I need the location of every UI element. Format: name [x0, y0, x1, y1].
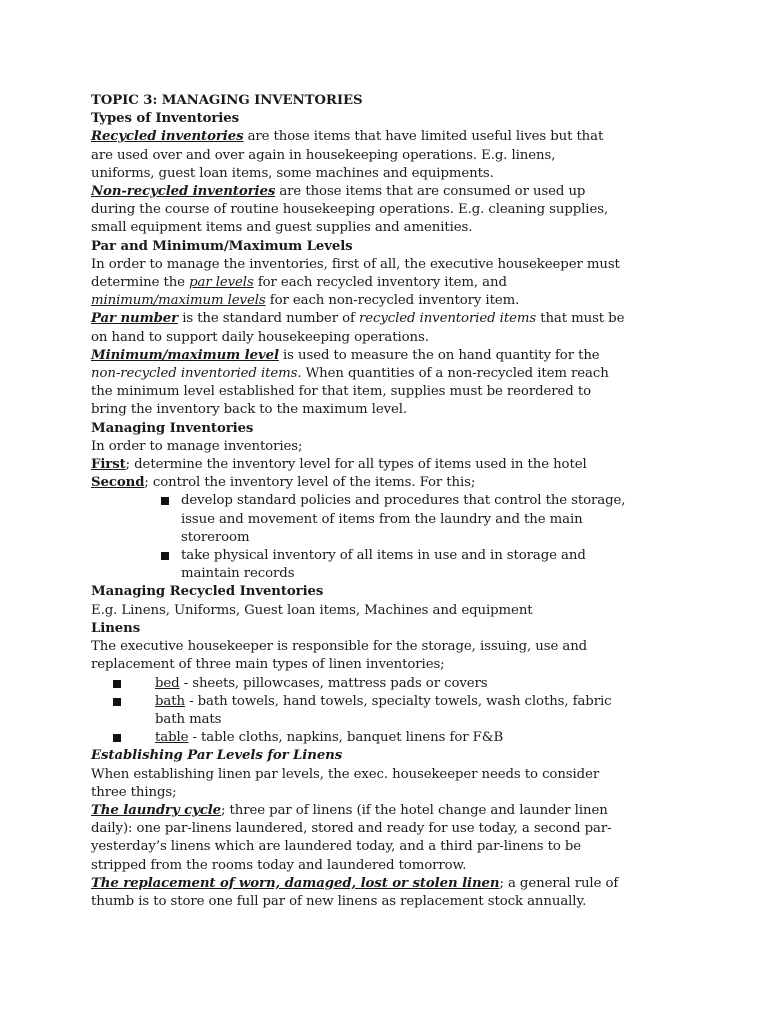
linens-heading: Linens — [91, 620, 141, 636]
recycled-examples: E.g. Linens, Uniforms, Guest loan items, Machines and equipment — [91, 602, 533, 618]
nonrecycled-line-3: small equipment items and guest supplies and amenities. — [91, 220, 473, 236]
laundry-cycle-line-1: The laundry cycle; three par of linens (if the hotel change and launder linen — [91, 802, 608, 818]
minmax-line-3: the minimum level established for that item, supplies must be reordered to — [91, 384, 591, 400]
managing-heading: Managing Inventories — [91, 420, 254, 436]
square-bullet-icon — [113, 680, 121, 688]
square-bullet-icon — [161, 497, 169, 505]
par-number-line-2: on hand to support daily housekeeping operations. — [91, 329, 429, 345]
replacement-line-1: The replacement of worn, damaged, lost or stolen linen; a general rule of — [91, 875, 619, 891]
laundry-cycle-line-4: stripped from the rooms today and laundered tomorrow. — [91, 857, 467, 873]
establish-intro-line-1: When establishing linen par levels, the exec. housekeeper needs to consider — [91, 766, 600, 782]
types-heading: Types of Inventories — [91, 111, 240, 127]
second-line: Second; control the inventory level of the items. For this; — [91, 475, 476, 491]
establish-intro-line-2: three things; — [91, 784, 177, 800]
par-intro-line-3: minimum/maximum levels for each non-recycled inventory item. — [91, 293, 520, 309]
document-page — [91, 92, 691, 911]
par-heading: Par and Minimum/Maximum Levels — [91, 238, 353, 254]
list-item: bath - bath towels, hand towels, specialty towels, wash cloths, fabric bath mats — [91, 693, 691, 729]
minmax-line-4: bring the inventory back to the maximum level. — [91, 402, 408, 418]
managing-intro: In order to manage inventories; — [91, 438, 303, 454]
replacement-line-2: thumb is to store one full par of new linens as replacement stock annually. — [91, 893, 587, 909]
establish-heading: Establishing Par Levels for Linens — [91, 748, 343, 764]
linens-intro-line-2: replacement of three main types of linen inventories; — [91, 657, 445, 673]
par-number-line-1: Par number is the standard number of recycled inventoried items that must be — [91, 311, 625, 327]
list-item: table - table cloths, napkins, banquet linens for F&B — [91, 729, 691, 747]
linens-intro-line-1: The executive housekeeper is responsible for the storage, issuing, use and — [91, 639, 588, 655]
nonrecycled-line-2: during the course of routine housekeeping operations. E.g. cleaning supplies, — [91, 202, 609, 218]
square-bullet-icon — [161, 552, 169, 560]
recycled-heading: Managing Recycled Inventories — [91, 584, 324, 600]
laundry-cycle-line-2: daily): one par-linens laundered, stored and ready for use today, a second par- — [91, 821, 612, 837]
square-bullet-icon — [113, 734, 121, 742]
list-item: take physical inventory of all items in use and in storage and maintain records — [91, 547, 691, 583]
first-line: First; determine the inventory level for all types of items used in the hotel — [91, 457, 587, 473]
minmax-line-2: non-recycled inventoried items. When quantities of a non-recycled item reach — [91, 366, 609, 382]
recycled-line-2: are used over and over again in housekeeping operations. E.g. linens, — [91, 147, 556, 163]
par-intro-line-1: In order to manage the inventories, first of all, the executive housekeeper must — [91, 256, 620, 272]
topic-title: TOPIC 3: MANAGING INVENTORIES — [91, 93, 363, 108]
list-item: develop standard policies and procedures that control the storage, issue and movement of items from the laundry and the main storeroom — [91, 492, 691, 547]
par-intro-line-2: determine the par levels for each recycled inventory item, and — [91, 275, 507, 291]
list-item: bed - sheets, pillowcases, mattress pads or covers — [91, 675, 691, 693]
laundry-cycle-line-3: yesterday’s linens which are laundered today, and a third par-linens to be — [91, 839, 582, 855]
minmax-line-1: Minimum/maximum level is used to measure the on hand quantity for the — [91, 347, 600, 363]
recycled-line-3: uniforms, guest loan items, some machines and equipments. — [91, 165, 494, 181]
recycled-line-1: Recycled inventories are those items that have limited useful lives but that — [91, 129, 604, 145]
nonrecycled-line-1: Non-recycled inventories are those items that are consumed or used up — [91, 184, 586, 200]
square-bullet-icon — [113, 698, 121, 706]
